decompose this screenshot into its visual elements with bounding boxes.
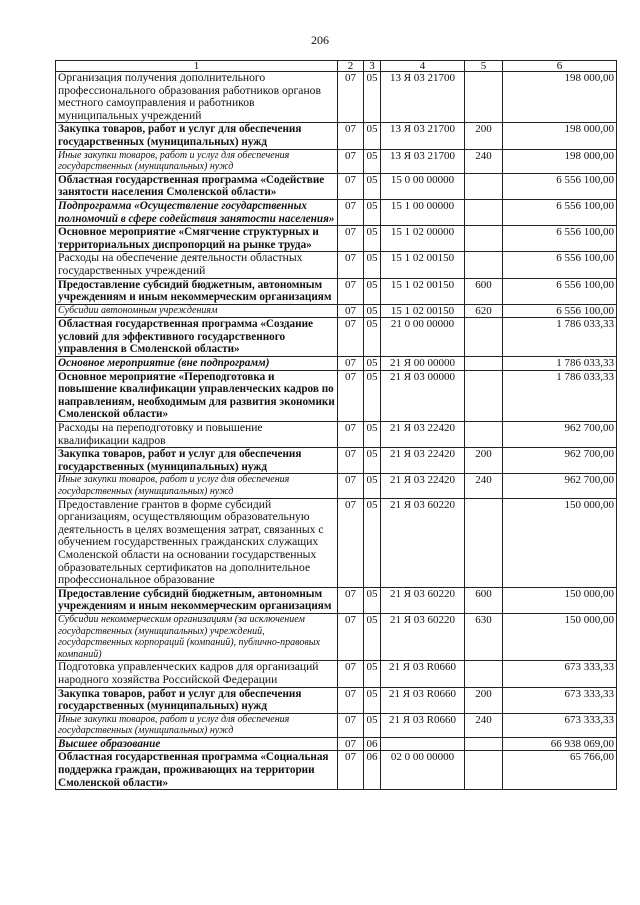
table-row bbox=[56, 687, 617, 713]
row-target-article: 21 Я 03 60220 bbox=[381, 498, 465, 587]
row-subsection: 05 bbox=[364, 123, 381, 149]
row-section: 07 bbox=[338, 123, 364, 149]
row-subsection: 05 bbox=[364, 357, 381, 371]
row-expense-type bbox=[465, 370, 503, 421]
table-row bbox=[56, 661, 617, 687]
row-target-article: 21 Я 03 R0660 bbox=[381, 687, 465, 713]
row-name: Областная государственная программа «Социальная поддержка граждан, проживающих на территории Смоленской области» bbox=[56, 751, 338, 790]
table-row bbox=[56, 149, 617, 173]
row-amount: 6 556 100,00 bbox=[503, 304, 617, 318]
row-amount: 962 700,00 bbox=[503, 422, 617, 448]
row-name: Основное мероприятие (вне подпрограмм) bbox=[56, 357, 338, 371]
row-amount: 6 556 100,00 bbox=[503, 226, 617, 252]
row-target-article: 15 1 02 00150 bbox=[381, 278, 465, 304]
row-section: 07 bbox=[338, 318, 364, 357]
column-header: 4 bbox=[381, 61, 465, 72]
row-amount: 66 938 069,00 bbox=[503, 737, 617, 751]
row-subsection: 05 bbox=[364, 199, 381, 225]
row-amount: 150 000,00 bbox=[503, 498, 617, 587]
row-name: Расходы на обеспечение деятельности областных государственных учреждений bbox=[56, 252, 338, 278]
row-target-article: 15 0 00 00000 bbox=[381, 173, 465, 199]
row-name: Высшее образование bbox=[56, 737, 338, 751]
row-target-article: 15 1 02 00000 bbox=[381, 226, 465, 252]
row-target-article bbox=[381, 737, 465, 751]
row-amount: 6 556 100,00 bbox=[503, 199, 617, 225]
row-subsection: 05 bbox=[364, 713, 381, 737]
row-name: Основное мероприятие «Смягчение структурных и территориальных диспропорций на рынке труда» bbox=[56, 226, 338, 252]
row-expense-type: 600 bbox=[465, 278, 503, 304]
row-subsection: 05 bbox=[364, 474, 381, 498]
row-expense-type: 240 bbox=[465, 149, 503, 173]
row-name: Закупка товаров, работ и услуг для обеспечения государственных (муниципальных) нужд bbox=[56, 448, 338, 474]
row-name: Областная государственная программа «Создание условий для эффективного государственного управления в Смоленской области» bbox=[56, 318, 338, 357]
row-amount: 1 786 033,33 bbox=[503, 318, 617, 357]
table-row bbox=[56, 72, 617, 123]
table-row bbox=[56, 498, 617, 587]
row-name: Субсидии автономным учреждениям bbox=[56, 304, 338, 318]
row-name: Иные закупки товаров, работ и услуг для обеспечения государственных (муниципальных) нужд bbox=[56, 474, 338, 498]
row-section: 07 bbox=[338, 613, 364, 660]
row-name: Закупка товаров, работ и услуг для обеспечения государственных (муниципальных) нужд bbox=[56, 123, 338, 149]
row-name: Предоставление грантов в форме субсидий организациям, осуществляющим образовательную деятельность в целях возмещения затрат, связанных с обучением государственных гражданских служащих Смоленской области на основании государственных образовательных сертификатов на дополнительное профессиональное образование bbox=[56, 498, 338, 587]
column-header: 2 bbox=[338, 61, 364, 72]
row-name: Закупка товаров, работ и услуг для обеспечения государственных (муниципальных) нужд bbox=[56, 687, 338, 713]
row-target-article: 21 Я 03 R0660 bbox=[381, 661, 465, 687]
row-amount: 6 556 100,00 bbox=[503, 278, 617, 304]
row-section: 07 bbox=[338, 278, 364, 304]
table-row bbox=[56, 370, 617, 421]
row-subsection: 05 bbox=[364, 587, 381, 613]
row-expense-type bbox=[465, 751, 503, 790]
row-amount: 198 000,00 bbox=[503, 149, 617, 173]
row-expense-type bbox=[465, 422, 503, 448]
column-header: 3 bbox=[364, 61, 381, 72]
row-target-article: 21 Я 03 00000 bbox=[381, 370, 465, 421]
table-row bbox=[56, 173, 617, 199]
row-subsection: 05 bbox=[364, 278, 381, 304]
row-section: 07 bbox=[338, 751, 364, 790]
table-row bbox=[56, 713, 617, 737]
row-amount: 673 333,33 bbox=[503, 687, 617, 713]
table-row bbox=[56, 226, 617, 252]
row-amount: 150 000,00 bbox=[503, 587, 617, 613]
table-header bbox=[56, 61, 617, 72]
row-expense-type bbox=[465, 226, 503, 252]
row-expense-type: 200 bbox=[465, 448, 503, 474]
row-subsection: 05 bbox=[364, 422, 381, 448]
row-name: Субсидии некоммерческим организациям (за исключением государственных (муниципальных) учреждений, государственных корпораций (компаний), публично-правовых компаний) bbox=[56, 613, 338, 660]
table-row bbox=[56, 278, 617, 304]
row-subsection: 05 bbox=[364, 687, 381, 713]
row-target-article: 02 0 00 00000 bbox=[381, 751, 465, 790]
row-subsection: 05 bbox=[364, 252, 381, 278]
row-subsection: 05 bbox=[364, 661, 381, 687]
row-subsection: 06 bbox=[364, 737, 381, 751]
row-subsection: 05 bbox=[364, 318, 381, 357]
row-expense-type bbox=[465, 498, 503, 587]
row-amount: 1 786 033,33 bbox=[503, 357, 617, 371]
row-section: 07 bbox=[338, 226, 364, 252]
row-target-article: 13 Я 03 21700 bbox=[381, 149, 465, 173]
row-expense-type: 200 bbox=[465, 687, 503, 713]
table-row bbox=[56, 613, 617, 660]
row-expense-type bbox=[465, 252, 503, 278]
page-number: 206 bbox=[311, 33, 329, 47]
row-expense-type bbox=[465, 173, 503, 199]
row-section: 07 bbox=[338, 173, 364, 199]
row-subsection: 05 bbox=[364, 370, 381, 421]
row-target-article: 21 Я 03 22420 bbox=[381, 448, 465, 474]
table-row bbox=[56, 751, 617, 790]
row-expense-type bbox=[465, 72, 503, 123]
row-section: 07 bbox=[338, 199, 364, 225]
row-amount: 673 333,33 bbox=[503, 661, 617, 687]
row-expense-type bbox=[465, 737, 503, 751]
row-subsection: 05 bbox=[364, 226, 381, 252]
row-name: Основное мероприятие «Переподготовка и повышение квалификации управленческих кадров по направлениям, необходимым для развития экономики Смоленской области» bbox=[56, 370, 338, 421]
row-name: Предоставление субсидий бюджетным, автономным учреждениям и иным некоммерческим организациям bbox=[56, 278, 338, 304]
table-row bbox=[56, 252, 617, 278]
row-subsection: 05 bbox=[364, 498, 381, 587]
table-row bbox=[56, 318, 617, 357]
table-body bbox=[56, 72, 617, 790]
row-section: 07 bbox=[338, 713, 364, 737]
row-section: 07 bbox=[338, 448, 364, 474]
row-subsection: 05 bbox=[364, 173, 381, 199]
row-section: 07 bbox=[338, 661, 364, 687]
row-target-article: 13 Я 03 21700 bbox=[381, 72, 465, 123]
row-target-article: 21 Я 03 22420 bbox=[381, 474, 465, 498]
row-section: 07 bbox=[338, 474, 364, 498]
row-name: Иные закупки товаров, работ и услуг для обеспечения государственных (муниципальных) нужд bbox=[56, 149, 338, 173]
row-amount: 198 000,00 bbox=[503, 123, 617, 149]
table-row bbox=[56, 474, 617, 498]
row-section: 07 bbox=[338, 687, 364, 713]
row-subsection: 06 bbox=[364, 751, 381, 790]
row-subsection: 05 bbox=[364, 149, 381, 173]
row-expense-type: 630 bbox=[465, 613, 503, 660]
row-subsection: 05 bbox=[364, 448, 381, 474]
row-name: Организация получения дополнительного профессионального образования работников органов местного самоуправления и работников муниципальных учреждений bbox=[56, 72, 338, 123]
row-target-article: 21 Я 03 60220 bbox=[381, 613, 465, 660]
row-section: 07 bbox=[338, 422, 364, 448]
row-name: Иные закупки товаров, работ и услуг для обеспечения государственных (муниципальных) нужд bbox=[56, 713, 338, 737]
row-section: 07 bbox=[338, 498, 364, 587]
row-target-article: 21 Я 03 R0660 bbox=[381, 713, 465, 737]
row-section: 07 bbox=[338, 304, 364, 318]
row-expense-type: 620 bbox=[465, 304, 503, 318]
row-subsection: 05 bbox=[364, 304, 381, 318]
row-name: Подпрограмма «Осуществление государственных полномочий в сфере содействия занятости населения» bbox=[56, 199, 338, 225]
row-name: Областная государственная программа «Содействие занятости населения Смоленской области» bbox=[56, 173, 338, 199]
row-section: 07 bbox=[338, 370, 364, 421]
column-header: 6 bbox=[503, 61, 617, 72]
row-expense-type bbox=[465, 318, 503, 357]
row-subsection: 05 bbox=[364, 613, 381, 660]
table-row bbox=[56, 123, 617, 149]
row-section: 07 bbox=[338, 149, 364, 173]
table-row bbox=[56, 304, 617, 318]
row-amount: 962 700,00 bbox=[503, 474, 617, 498]
row-target-article: 21 Я 03 60220 bbox=[381, 587, 465, 613]
row-expense-type: 240 bbox=[465, 474, 503, 498]
row-section: 07 bbox=[338, 72, 364, 123]
row-target-article: 15 1 00 00000 bbox=[381, 199, 465, 225]
row-target-article: 15 1 02 00150 bbox=[381, 304, 465, 318]
row-expense-type bbox=[465, 357, 503, 371]
row-target-article: 21 Я 00 00000 bbox=[381, 357, 465, 371]
row-name: Предоставление субсидий бюджетным, автономным учреждениям и иным некоммерческим организациям bbox=[56, 587, 338, 613]
column-header: 1 bbox=[56, 61, 338, 72]
row-section: 07 bbox=[338, 357, 364, 371]
table-row bbox=[56, 587, 617, 613]
row-name: Расходы на переподготовку и повышение квалификации кадров bbox=[56, 422, 338, 448]
row-section: 07 bbox=[338, 252, 364, 278]
row-amount: 6 556 100,00 bbox=[503, 173, 617, 199]
row-name: Подготовка управленческих кадров для организаций народного хозяйства Российской Федерации bbox=[56, 661, 338, 687]
row-expense-type: 200 bbox=[465, 123, 503, 149]
row-target-article: 13 Я 03 21700 bbox=[381, 123, 465, 149]
column-header: 5 bbox=[465, 61, 503, 72]
row-section: 07 bbox=[338, 737, 364, 751]
row-amount: 65 766,00 bbox=[503, 751, 617, 790]
table-row bbox=[56, 448, 617, 474]
row-amount: 673 333,33 bbox=[503, 713, 617, 737]
row-section: 07 bbox=[338, 587, 364, 613]
row-amount: 962 700,00 bbox=[503, 448, 617, 474]
budget-table bbox=[55, 60, 617, 790]
row-amount: 150 000,00 bbox=[503, 613, 617, 660]
row-amount: 198 000,00 bbox=[503, 72, 617, 123]
table-row bbox=[56, 357, 617, 371]
table-row bbox=[56, 422, 617, 448]
row-target-article: 21 Я 03 22420 bbox=[381, 422, 465, 448]
row-expense-type bbox=[465, 661, 503, 687]
row-amount: 6 556 100,00 bbox=[503, 252, 617, 278]
row-target-article: 21 0 00 00000 bbox=[381, 318, 465, 357]
table-row bbox=[56, 737, 617, 751]
row-target-article: 15 1 02 00150 bbox=[381, 252, 465, 278]
row-expense-type: 600 bbox=[465, 587, 503, 613]
row-expense-type bbox=[465, 199, 503, 225]
row-subsection: 05 bbox=[364, 72, 381, 123]
header-row bbox=[56, 61, 617, 72]
row-amount: 1 786 033,33 bbox=[503, 370, 617, 421]
row-expense-type: 240 bbox=[465, 713, 503, 737]
table-row bbox=[56, 199, 617, 225]
